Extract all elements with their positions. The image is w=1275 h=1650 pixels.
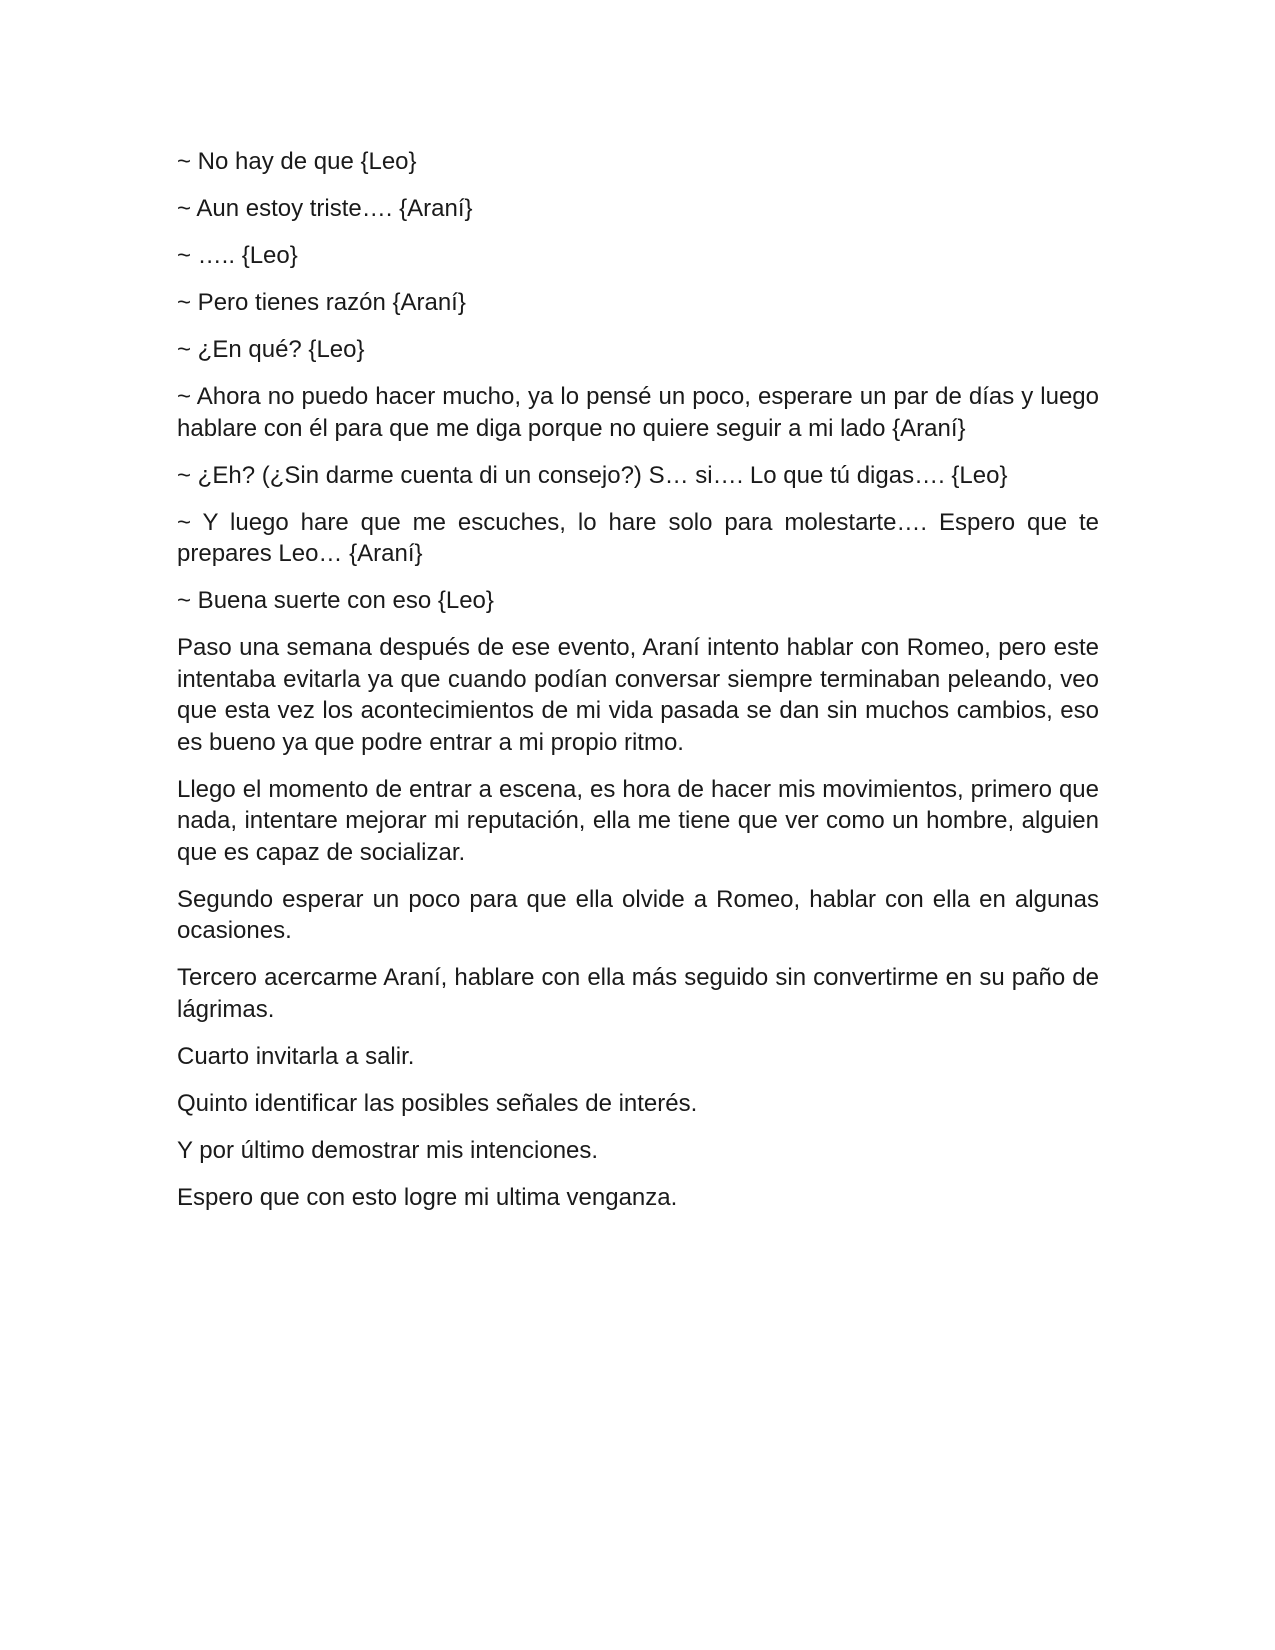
narrative-paragraph: Paso una semana después de ese evento, Araní intento hablar con Romeo, pero este intentaba evitarla ya que cuando podían conversar siempre terminaban peleando, veo que esta vez los acontecimientos de mi vida pasada se dan sin muchos cambios, eso es bueno ya que podre entrar a mi propio ritmo. [177,634,1099,756]
dialogue-line: ~ Aun estoy triste…. {Araní} [177,195,473,222]
dialogue-line: ~ ¿En qué? {Leo} [177,336,365,363]
narrative-paragraph: Segundo esperar un poco para que ella olvide a Romeo, hablar con ella en algunas ocasiones. [177,885,1099,944]
dialogue-line: ~ ….. {Leo} [177,242,298,269]
narrative-paragraph: Tercero acercarme Araní, hablare con ella más seguido sin convertirme en su paño de lágrimas. [177,964,1099,1023]
dialogue-line: ~ ¿Eh? (¿Sin darme cuenta di un consejo?) S… si…. Lo que tú digas…. {Leo} [177,461,1008,489]
dialogue-line: ~ Ahora no puedo hacer mucho, ya lo pensé un poco, esperare un par de días y luego hablare con él para que me diga porque no quiere seguir a mi lado {Araní} [177,383,1099,442]
dialogue-line: ~ Buena suerte con eso {Leo} [177,587,494,614]
document-body [177,146,1099,1213]
narrative-paragraph: Espero que con esto logre mi ultima venganza. [177,1183,678,1211]
narrative-paragraph: Quinto identificar las posibles señales de interés. [177,1089,698,1117]
dialogue-line: ~ Y luego hare que me escuches, lo hare solo para molestarte…. Espero que te prepares Leo… {Araní} [177,508,1099,567]
dialogue-line: ~ No hay de que {Leo} [177,148,417,175]
narrative-paragraph: Llego el momento de entrar a escena, es hora de hacer mis movimientos, primero que nada, intentare mejorar mi reputación, ella me tiene que ver como un hombre, alguien que es capaz de socializar. [177,775,1099,866]
narrative-paragraph: Cuarto invitarla a salir. [177,1042,415,1070]
narrative-paragraph: Y por último demostrar mis intenciones. [177,1136,599,1164]
dialogue-line: ~ Pero tienes razón {Araní} [177,289,466,316]
